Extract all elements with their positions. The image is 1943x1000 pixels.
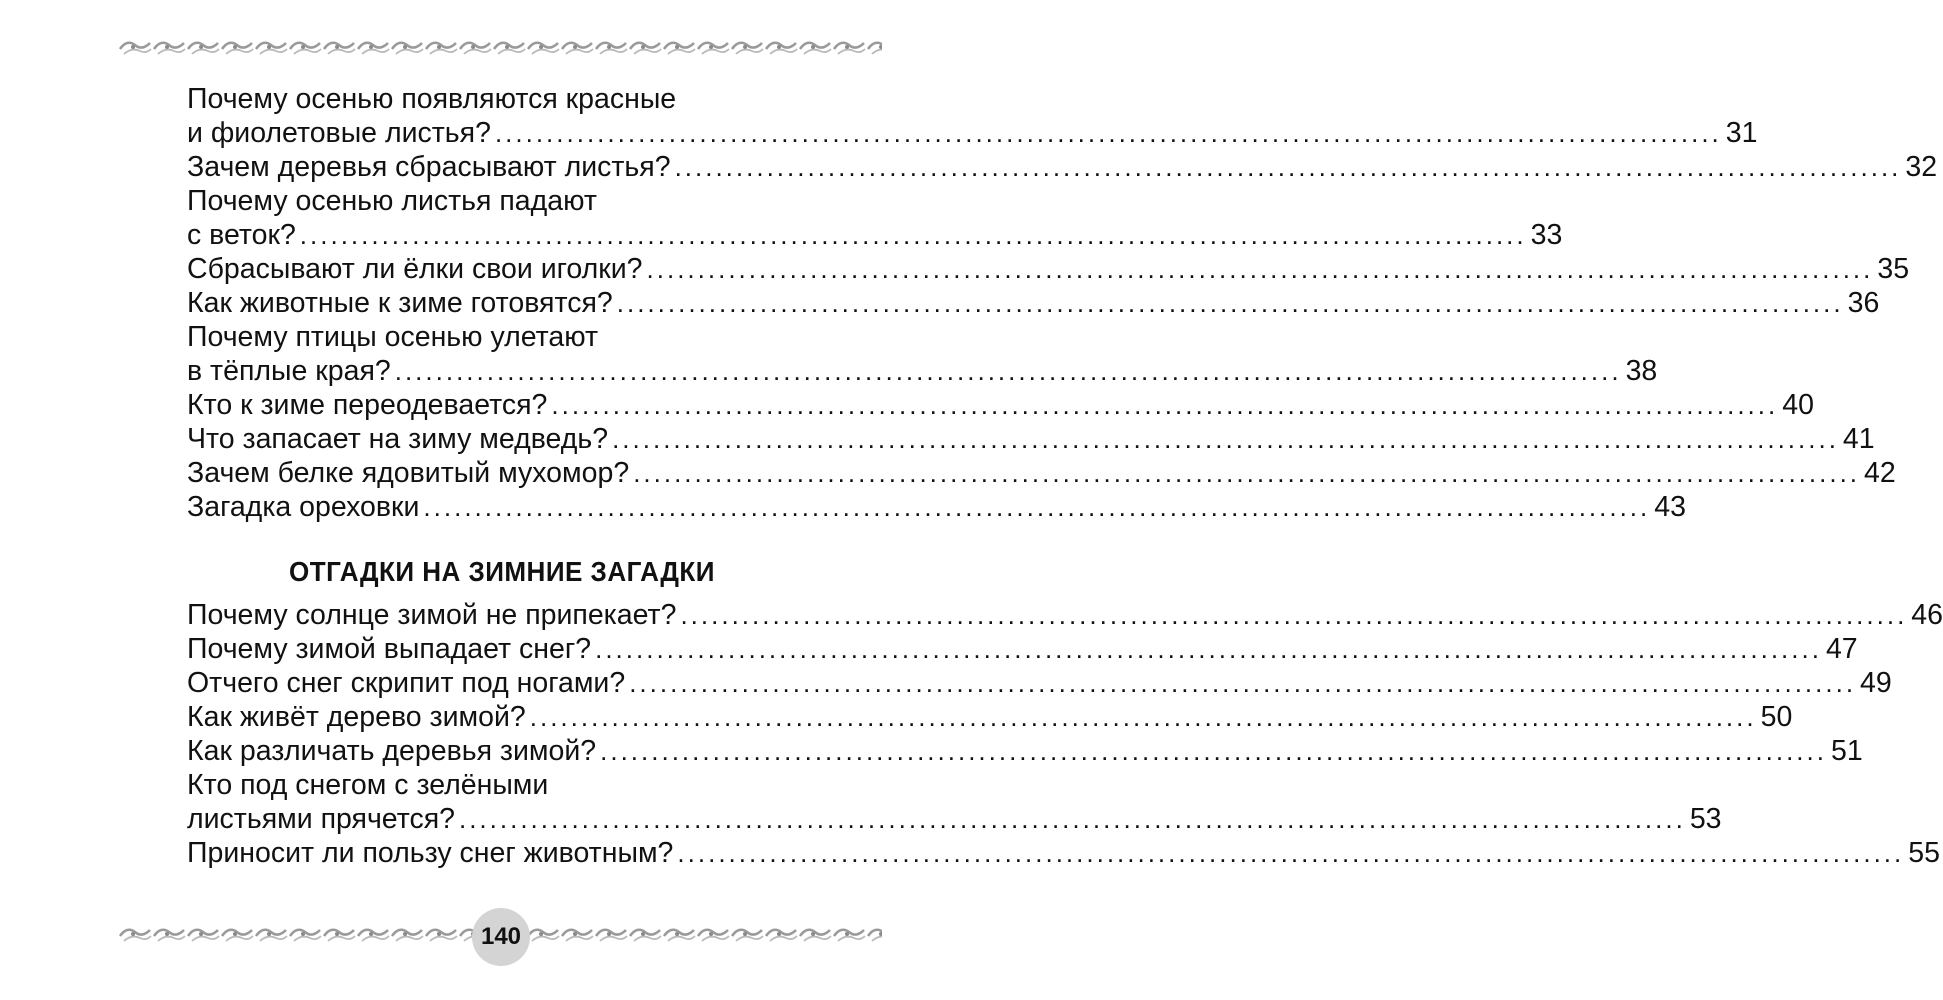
toc-entry-final-line — [187, 700, 1793, 734]
toc-page-number: 51 — [1830, 735, 1863, 767]
toc-entry-final-line — [187, 666, 1892, 700]
dot-leader: ........................................................................................................................ — [299, 220, 1527, 250]
toc-page-number: 50 — [1760, 701, 1793, 733]
toc-entry-title: Зачем деревья сбрасывают листья? — [187, 151, 671, 183]
toc-entry-title: Почему осенью появляются красные — [187, 83, 677, 115]
dot-leader: ........................................................................................................................ — [423, 492, 1651, 522]
dot-leader: ........................................................................................................................ — [674, 152, 1902, 182]
table-of-contents — [187, 82, 1943, 870]
toc-entry-title: Почему осенью листья падают — [187, 185, 597, 217]
toc-entry-line — [187, 320, 817, 354]
dot-leader: ........................................................................................................................ — [677, 838, 1905, 868]
toc-entry-title: Как живёт дерево зимой? — [187, 701, 526, 733]
toc-entry-title: Приносит ли пользу снег животным? — [187, 837, 674, 869]
wave-ornament-icon — [118, 34, 882, 60]
toc-entry[interactable] — [187, 598, 1943, 632]
toc-entry-title: Сбрасывают ли ёлки свои иголки? — [187, 253, 643, 285]
dot-leader: ........................................................................................................................ — [551, 390, 1779, 420]
toc-entry-title: Кто под снегом с зелёными — [187, 769, 549, 801]
toc-entry[interactable] — [187, 734, 1863, 768]
toc-page-number: 43 — [1654, 491, 1686, 523]
toc-page-number: 55 — [1908, 837, 1940, 869]
toc-entry-line — [187, 82, 817, 116]
toc-entry[interactable] — [187, 184, 1563, 252]
toc-entry-title: Зачем белке ядовитый мухомор? — [187, 457, 630, 489]
toc-entry-final-line — [187, 388, 1814, 422]
toc-entry-line — [187, 184, 817, 218]
toc-page-number: 38 — [1625, 355, 1658, 387]
toc-page-number: 36 — [1847, 287, 1880, 319]
toc-entry-title: Почему зимой выпадает снег? — [187, 633, 592, 665]
page-number-badge: 140 — [472, 908, 530, 966]
dot-leader: ........................................................................................................................ — [633, 458, 1861, 488]
top-ornament-border — [118, 34, 882, 60]
toc-entry[interactable] — [187, 836, 1940, 870]
toc-page-number: 49 — [1860, 667, 1892, 699]
toc-entry-final-line — [187, 150, 1938, 184]
dot-leader: ........................................................................................................................ — [529, 702, 1757, 732]
toc-entry-title: Что запасает на зиму медведь? — [187, 423, 609, 455]
toc-entry-final-line — [187, 632, 1858, 666]
toc-entry-title: листьями прячется? — [187, 803, 455, 835]
toc-entry-final-line — [187, 422, 1875, 456]
toc-entry-final-line — [187, 456, 1896, 490]
dot-leader: ........................................................................................................................ — [629, 668, 1857, 698]
toc-entry-title: в тёплые края? — [187, 355, 391, 387]
dot-leader: ........................................................................................................................ — [680, 600, 1908, 630]
toc-entry-title: с веток? — [187, 219, 296, 251]
toc-page-number: 40 — [1782, 389, 1814, 421]
toc-entry-title: Как различать деревья зимой? — [187, 735, 597, 767]
toc-entry-final-line — [187, 286, 1880, 320]
toc-page-number: 46 — [1911, 599, 1943, 631]
dot-leader: ........................................................................................................................ — [595, 634, 1822, 664]
toc-entry[interactable] — [187, 252, 1910, 286]
toc-entry-final-line — [187, 218, 1563, 252]
toc-entry-final-line — [187, 116, 1758, 150]
toc-entry-final-line — [187, 252, 1910, 286]
toc-entry-final-line — [187, 354, 1658, 388]
toc-entry-title: Загадка ореховки — [187, 491, 420, 523]
dot-leader: ........................................................................................................................ — [458, 804, 1686, 834]
toc-page-number: 42 — [1864, 457, 1896, 489]
toc-page-number: 35 — [1877, 253, 1910, 285]
toc-entry-title: и фиолетовые листья? — [187, 117, 491, 149]
toc-entry[interactable] — [187, 320, 1658, 388]
dot-leader: ........................................................................................................................ — [646, 254, 1874, 284]
toc-entry[interactable] — [187, 286, 1880, 320]
toc-entry[interactable] — [187, 82, 1758, 150]
toc-entry-title: Почему солнце зимой не припекает? — [187, 599, 677, 631]
toc-page-number: 47 — [1825, 633, 1858, 665]
toc-entry[interactable] — [187, 666, 1892, 700]
toc-entry[interactable] — [187, 456, 1896, 490]
toc-entry[interactable] — [187, 632, 1858, 666]
toc-page-number: 31 — [1725, 117, 1758, 149]
toc-entry[interactable] — [187, 150, 1938, 184]
toc-section-winter — [187, 598, 1943, 870]
dot-leader: ........................................................................................................................ — [612, 424, 1839, 454]
toc-entry[interactable] — [187, 388, 1814, 422]
toc-page-number: 41 — [1842, 423, 1875, 455]
toc-entry-final-line — [187, 802, 1722, 836]
toc-entry-line — [187, 768, 817, 802]
toc-entry[interactable] — [187, 700, 1793, 734]
toc-entry-title: Почему птицы осенью улетают — [187, 321, 598, 353]
toc-entry-final-line — [187, 490, 1686, 524]
toc-page-number: 53 — [1689, 803, 1722, 835]
toc-page-number: 32 — [1905, 151, 1938, 183]
toc-page-number: 33 — [1530, 219, 1563, 251]
toc-section-autumn — [187, 82, 1938, 524]
toc-entry-final-line — [187, 734, 1863, 768]
section-heading: ОТГАДКИ НА ЗИМНИЕ ЗАГАДКИ — [289, 556, 715, 587]
toc-entry-title: Отчего снег скрипит под ногами? — [187, 667, 626, 699]
dot-leader: ........................................................................................................................ — [616, 288, 1844, 318]
toc-entry-final-line — [187, 598, 1943, 632]
toc-entry-final-line — [187, 836, 1940, 870]
toc-entry[interactable] — [187, 490, 1686, 524]
toc-entry[interactable] — [187, 422, 1875, 456]
toc-entry[interactable] — [187, 768, 1722, 836]
toc-entry-title: Как животные к зиме готовятся? — [187, 287, 613, 319]
dot-leader: ........................................................................................................................ — [494, 118, 1722, 148]
dot-leader: ........................................................................................................................ — [600, 736, 1827, 766]
toc-entry-title: Кто к зиме переодевается? — [187, 389, 548, 421]
dot-leader: ........................................................................................................................ — [394, 356, 1622, 386]
